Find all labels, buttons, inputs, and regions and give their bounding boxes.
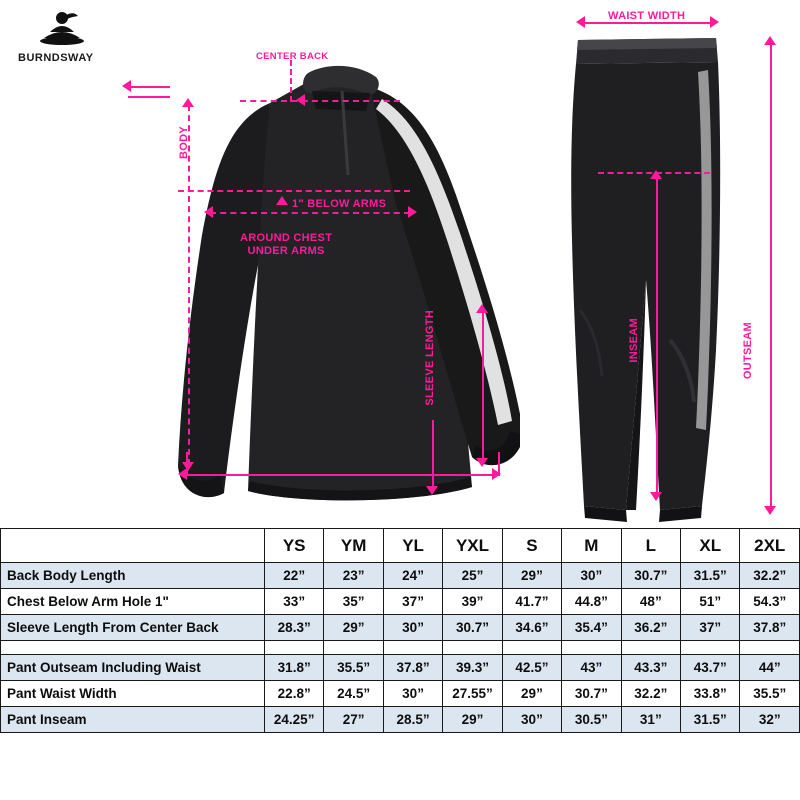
size-header-xl: XL xyxy=(681,529,740,563)
sleeve-length-line xyxy=(482,312,484,462)
cell: 22.8” xyxy=(264,681,323,707)
spacer-cell xyxy=(443,641,502,655)
cell: 41.7” xyxy=(502,589,561,615)
table-row xyxy=(1,589,800,615)
inseam-arrow-top xyxy=(650,170,662,179)
chest-line xyxy=(210,212,410,214)
spacer-cell xyxy=(502,641,561,655)
sleeve-arrow-top xyxy=(476,304,488,313)
outseam-line xyxy=(770,44,772,510)
below-arms-arrow xyxy=(276,196,288,205)
center-back-label: CENTER BACK xyxy=(256,51,329,62)
cell: 29” xyxy=(443,707,502,733)
cell: 30” xyxy=(383,615,442,641)
cell: 33.8” xyxy=(681,681,740,707)
chest-label xyxy=(240,232,332,257)
table-corner-cell xyxy=(1,529,265,563)
chest-arrow-right xyxy=(408,206,417,218)
cell: 37” xyxy=(681,615,740,641)
spacer-cell xyxy=(1,641,265,655)
cell: 33” xyxy=(264,589,323,615)
cell: 37.8” xyxy=(740,615,800,641)
cell: 51” xyxy=(681,589,740,615)
row-label-sleeve-length: Sleeve Length From Center Back xyxy=(1,615,265,641)
hem-tick-left xyxy=(186,452,188,476)
shoulder-guide-arrow xyxy=(296,94,305,106)
cell: 37.8” xyxy=(383,655,442,681)
below-arms-line xyxy=(178,190,410,192)
chest-arrow-left xyxy=(204,206,213,218)
spacer-cell xyxy=(324,641,383,655)
cell: 31.8” xyxy=(264,655,323,681)
size-header-yxl: YXL xyxy=(443,529,502,563)
cell: 39” xyxy=(443,589,502,615)
spacer-cell xyxy=(383,641,442,655)
brand-logo xyxy=(16,8,136,78)
cell: 29” xyxy=(502,563,561,589)
table-header-row xyxy=(1,529,800,563)
brand-name: BURNDSWAY xyxy=(18,52,94,64)
outseam-arrow-top xyxy=(764,36,776,45)
cell: 31.5” xyxy=(681,707,740,733)
cell: 43” xyxy=(562,655,621,681)
cell: 39.3” xyxy=(443,655,502,681)
sleeve-arrow-bottom xyxy=(476,458,488,467)
sleeve-label-line2: LENGTH xyxy=(424,310,436,358)
outseam-label: OUTSEAM xyxy=(742,322,754,380)
row-label-chest-below-arm-hole: Chest Below Arm Hole 1" xyxy=(1,589,265,615)
waist-arrow-right xyxy=(710,16,719,28)
shoulder-tick-arrow xyxy=(122,80,131,92)
table-row xyxy=(1,615,800,641)
cell: 31.5” xyxy=(681,563,740,589)
cell: 32.2” xyxy=(621,681,680,707)
cell: 24.5” xyxy=(324,681,383,707)
cell: 29” xyxy=(502,681,561,707)
spacer-cell xyxy=(681,641,740,655)
hem-width-line xyxy=(186,474,498,476)
cell: 48” xyxy=(621,589,680,615)
size-header-2xl: 2XL xyxy=(740,529,800,563)
cell: 27” xyxy=(324,707,383,733)
table-row xyxy=(1,681,800,707)
inseam-line xyxy=(656,178,658,496)
chest-label-line1: AROUND CHEST xyxy=(240,232,333,244)
shoulder-tick-line xyxy=(128,86,170,88)
pants-graphic xyxy=(520,10,770,525)
row-label-pant-waist-width: Pant Waist Width xyxy=(1,681,265,707)
size-header-l: L xyxy=(621,529,680,563)
cell: 30” xyxy=(383,681,442,707)
cell: 36.2” xyxy=(621,615,680,641)
cell: 24.25” xyxy=(264,707,323,733)
cell: 25” xyxy=(443,563,502,589)
table-spacer-row xyxy=(1,641,800,655)
cell: 30” xyxy=(562,563,621,589)
cell: 44” xyxy=(740,655,800,681)
size-header-m: M xyxy=(562,529,621,563)
center-back-drop-line xyxy=(290,60,292,102)
waist-label: WAIST WIDTH xyxy=(608,10,686,22)
cell: 37” xyxy=(383,589,442,615)
cell: 31” xyxy=(621,707,680,733)
jacket-graphic xyxy=(120,25,520,515)
table-row xyxy=(1,563,800,589)
cell: 42.5” xyxy=(502,655,561,681)
spacer-cell xyxy=(621,641,680,655)
cell: 35.5” xyxy=(324,655,383,681)
row-label-back-body-length: Back Body Length xyxy=(1,563,265,589)
size-table xyxy=(0,528,800,733)
cell: 43.7” xyxy=(681,655,740,681)
size-header-s: S xyxy=(502,529,561,563)
sleeve-cuff-arrow xyxy=(426,486,438,495)
cell: 30.7” xyxy=(621,563,680,589)
shoulder-tick-line-2 xyxy=(128,96,170,98)
sleeve-cuff-line xyxy=(432,420,434,490)
spacer-cell xyxy=(562,641,621,655)
cell: 30.7” xyxy=(562,681,621,707)
body-label: BODY xyxy=(178,126,190,159)
cell: 43.3” xyxy=(621,655,680,681)
cell: 35” xyxy=(324,589,383,615)
sleeve-label xyxy=(424,310,437,406)
cell: 35.4” xyxy=(562,615,621,641)
size-header-ym: YM xyxy=(324,529,383,563)
table-row xyxy=(1,655,800,681)
body-length-arrow-top xyxy=(182,98,194,107)
hem-tick-right xyxy=(498,452,500,476)
spacer-cell xyxy=(740,641,800,655)
size-header-yl: YL xyxy=(383,529,442,563)
inseam-arrow-bottom xyxy=(650,492,662,501)
cell: 35.5” xyxy=(740,681,800,707)
cell: 32” xyxy=(740,707,800,733)
cell: 28.3” xyxy=(264,615,323,641)
cell: 30” xyxy=(502,707,561,733)
cell: 34.6” xyxy=(502,615,561,641)
row-label-pant-inseam: Pant Inseam xyxy=(1,707,265,733)
row-label-pant-outseam: Pant Outseam Including Waist xyxy=(1,655,265,681)
waist-arrow-left xyxy=(576,16,585,28)
cell: 30.5” xyxy=(562,707,621,733)
cell: 28.5” xyxy=(383,707,442,733)
chest-label-line2: UNDER ARMS xyxy=(247,244,325,257)
shoulder-guide-line xyxy=(240,100,400,102)
cell: 32.2” xyxy=(740,563,800,589)
inseam-label: INSEAM xyxy=(628,318,640,363)
size-header-ys: YS xyxy=(264,529,323,563)
cell: 27.55” xyxy=(443,681,502,707)
cell: 23” xyxy=(324,563,383,589)
cell: 30.7” xyxy=(443,615,502,641)
sleeve-label-line1: SLEEVE xyxy=(424,360,436,406)
cell: 24” xyxy=(383,563,442,589)
body-length-dashed-line xyxy=(188,105,190,465)
table-row xyxy=(1,707,800,733)
cell: 54.3” xyxy=(740,589,800,615)
below-arms-label: 1" BELOW ARMS xyxy=(292,198,387,210)
cell: 22” xyxy=(264,563,323,589)
burly-mark-logo-icon xyxy=(36,10,88,46)
cell: 29” xyxy=(324,615,383,641)
outseam-arrow-bottom xyxy=(764,506,776,515)
cell: 44.8” xyxy=(562,589,621,615)
spacer-cell xyxy=(264,641,323,655)
